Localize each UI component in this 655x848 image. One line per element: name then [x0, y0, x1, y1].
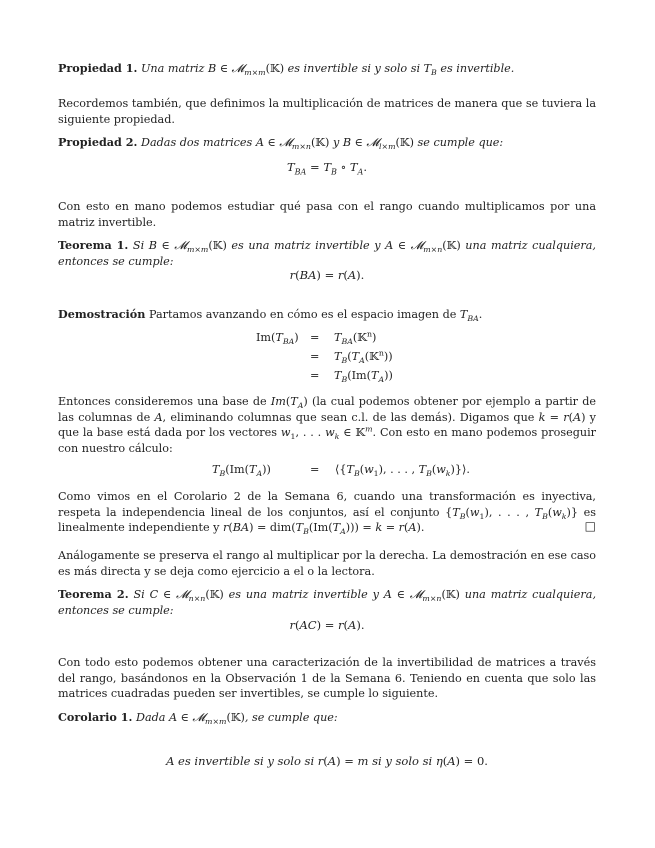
equation-rank-ba: r(BA) = r(A).: [289, 268, 365, 282]
theorem-2: Teorema 2. Si C ∈ 𝓜$_{n\times n}$(𝕂) es una matriz invertible y A ∈ 𝓜$_{m\times n}$(𝕂) una matriz cualquiera, entonces se cumple:: [58, 587, 597, 617]
property-2-label: Propiedad 2.: [58, 135, 138, 149]
document-page: [58, 0, 596, 848]
paragraph-recordemos: Recordemos también, que definimos la multiplicación de matrices de manera que se tuviera la siguiente propiedad.: [58, 97, 596, 126]
corollary-formula-text-2: si y solo si: [368, 754, 436, 768]
property-1-label: Propiedad 1.: [58, 61, 138, 75]
equation-rhs-3: $T_B(Im(T_A))$: [334, 369, 393, 385]
equation-composition: $T_{BA} = T_B$ ∘ $T_A$.: [286, 160, 368, 177]
equation-rank-ac: r(AC) = r(A).: [289, 618, 365, 632]
theorem-2-label: Teorema 2.: [58, 587, 129, 601]
corollary-1-text-2: , se cumple que:: [244, 711, 338, 724]
equation-invertibility: A es invertible si y solo si r(A) = m si y solo si η(A) = 0.: [166, 754, 488, 768]
entonces-text-5: . Con esto en mano podemos proseguir con nuestro cálculo:: [58, 426, 597, 455]
entonces-text-2: (la cual podemos obtener por ejemplo a partir de las columnas de: [58, 395, 596, 424]
corollary-1-text: Dada: [135, 711, 169, 724]
equation-eq-3: =: [310, 369, 320, 382]
equation-eq-2: =: [310, 350, 320, 363]
property-1: Propiedad 1. Una matriz B ∈ 𝓜$_{m\times m}$(𝕂) es invertible si y solo si $T_B$ es invertible.: [58, 61, 515, 78]
entonces-text-4: y que la base está dada por los vectores: [58, 410, 596, 439]
equation-rhs-1: $T_{BA}(𝕂^n)$: [334, 329, 377, 347]
proof-intro: Demostración Partamos avanzando en cómo es el espacio imagen de $T_{BA}$.: [58, 307, 483, 324]
paragraph-con-todo: Con todo esto podemos obtener una caracterización de la invertibilidad de matrices a través del rango, basándonos en la Observación 1 de la Semana 6. Teniendo en cuenta que solo las matrices cuadradas pueden ser invertibles, se cumple lo siguiente.: [58, 656, 596, 700]
como-text-2: es linealmente independiente y: [58, 505, 596, 534]
equation-span-lhs: $T_B(Im(T_A))$: [212, 463, 271, 479]
como-text-1: Como vimos en el Corolario 2 de la Semana 6, cuando una transformación es inyectiva, respeta la independencia lineal de los conjuntos, así el conjunto: [58, 490, 596, 519]
theorem-2-text-2: es una matriz invertible y: [223, 588, 384, 601]
property-1-text: Una matriz: [141, 62, 209, 75]
property-1-text-3: es invertible.: [436, 62, 515, 75]
entonces-text-1: Entonces consideremos una base de: [58, 395, 271, 408]
theorem-1-label: Teorema 1.: [58, 238, 129, 252]
theorem-2-text-3: una matriz cualquiera, entonces se cumple:: [58, 588, 597, 617]
property-2-text: Dadas dos matrices: [141, 136, 256, 149]
theorem-1: Teorema 1. Si B ∈ 𝓜$_{m\times m}$(𝕂) es una matriz invertible y A ∈ 𝓜$_{m\times n}$(𝕂) una matriz cualquiera, entonces se cumple:: [58, 238, 596, 268]
property-1-text-2: es invertible si y solo si: [284, 62, 424, 75]
proof-label: Demostración: [58, 307, 146, 321]
paragraph-analogamente: Análogamente se preserva el rango al multiplicar por la derecha. La demostración en ese caso es más directa y se deja como ejercicio a el o la lectora.: [58, 549, 596, 578]
theorem-1-text-3: una matriz cualquiera, entonces se cumple:: [58, 239, 596, 268]
paragraph-como-vimos: Como vimos en el Corolario 2 de la Semana 6, cuando una transformación es inyectiva, respeta la independencia lineal de los conjuntos, así el conjunto {$T_B(w_1)$, . . . , $T_B(w_k)$} es linealmente independiente y $r(BA) = dim(T_B(Im(T_A))) = k = r(A)$.: [58, 490, 596, 537]
property-2-text-2: y: [329, 136, 343, 149]
corollary-1: Corolario 1. Dada A ∈ 𝓜$_{m\times m}$(𝕂), se cumple que:: [58, 710, 338, 727]
equation-rhs-2: $T_B(T_A(𝕂^n))$: [334, 348, 393, 366]
entonces-text-3: , eliminando columnas que sean c.l. de las demás). Digamos que: [162, 410, 539, 424]
paragraph-con-esto: Con esto en mano podemos estudiar qué pasa con el rango cuando multiplicamos por una matriz invertible.: [58, 200, 596, 229]
corollary-formula-text-1: es invertible si y solo si: [174, 754, 318, 768]
equation-span-rhs: $⟨\{T_B(w_1)$, . . . , $T_B(w_k)\}⟩$.: [335, 463, 470, 479]
property-2-text-3: se cumple que:: [413, 136, 504, 149]
theorem-2-text: Si: [133, 588, 150, 601]
theorem-1-text: Si: [132, 239, 149, 252]
property-2: Propiedad 2. Dadas dos matrices A ∈ 𝓜$_{m\times n}$(𝕂) y B ∈ 𝓜$_{l\times m}$(𝕂) se cumple que:: [58, 135, 504, 152]
equation-span-eq: =: [310, 463, 320, 476]
equation-image-1: $Im(T_{BA})$: [256, 331, 299, 347]
paragraph-entonces: Entonces consideremos una base de $Im(T_A)$ (la cual podemos obtener por ejemplo a partir de las columnas de A, eliminando columnas que sean c.l. de las demás). Digamos que k = r(A) y que la base está dada por los vectores $w_1$, . . . $w_k$ ∈ 𝕂$^m$. Con esto en mano podemos proseguir con nuestro cálculo:: [58, 395, 597, 455]
proof-text: Partamos avanzando en cómo es el espacio imagen de: [145, 308, 460, 321]
qed-symbol: □: [584, 519, 596, 533]
theorem-1-text-2: es una matriz invertible y: [226, 239, 386, 252]
corollary-1-label: Corolario 1.: [58, 710, 133, 724]
equation-eq-1: =: [310, 331, 320, 344]
